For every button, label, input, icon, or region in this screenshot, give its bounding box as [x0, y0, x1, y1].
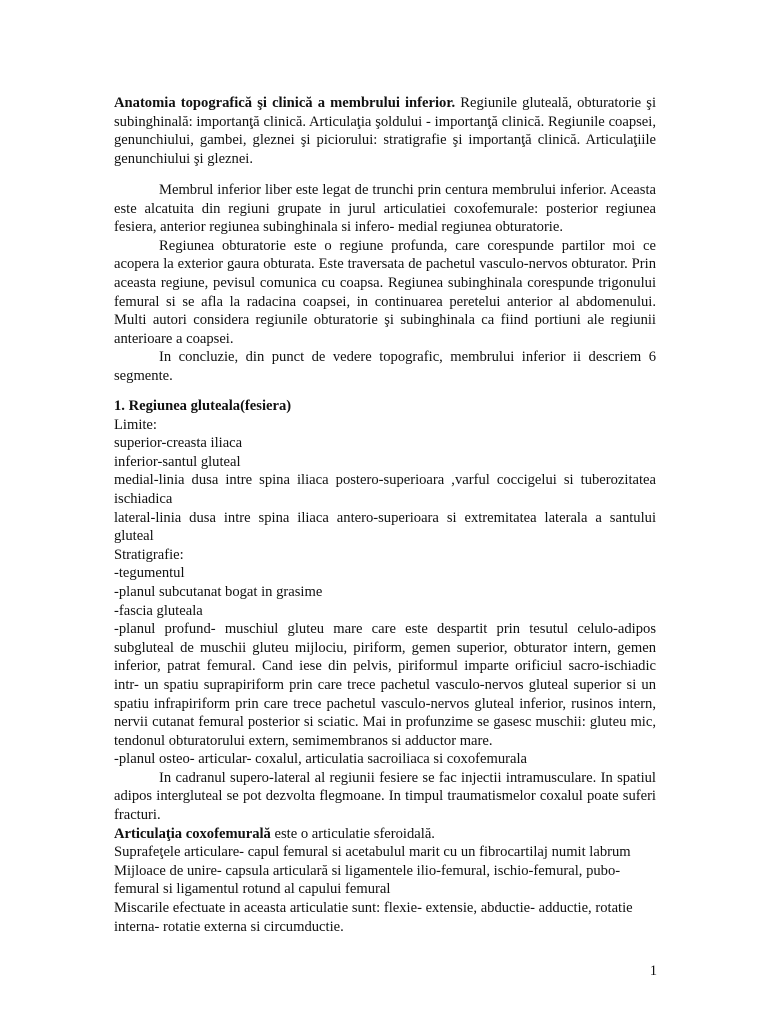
- strat-osteo-articular: -planul osteo- articular- coxalul, articulatia sacroiliaca si coxofemurala: [114, 751, 528, 768]
- joint-surfaces: Suprafeţele articulare- capul femural si acetabulul marit cu un fibrocartilaj numit labrum: [114, 844, 631, 861]
- joint-title-rest: este o articulatie sferoidală.: [270, 825, 435, 842]
- clinical-paragraph: In cadranul supero-lateral al regiunii fesiere se fac injectii intramusculare. In spatiul adipos intergluteal se pot dezvolta flegmoane. In timpul traumatismelor coxalul poate suferi fracturi.: [114, 769, 656, 824]
- intro-paragraph-3: In concluzie, din punct de vedere topografic, membrului inferior ii descriem 6 segmente.: [114, 349, 656, 384]
- joint-title: Articulaţia coxofemurală: [114, 825, 271, 842]
- limit-inferior: inferior-santul gluteal: [114, 453, 241, 470]
- intro-paragraph-1: Membrul inferior liber este legat de trunchi prin centura membrului inferior. Aceasta este alcatuita din regiuni grupate in jurul articulatiei coxofemurale: posterior regiunea fesiera, anterior regiunea subinghinala si infero- medial regiunea obturatorie.: [114, 182, 656, 236]
- strat-fascia: -fascia gluteala: [114, 602, 203, 619]
- intro-section: [114, 181, 656, 386]
- limit-medial: medial-linia dusa intre spina iliaca postero-superioara ,varful coccigelui si tuberozitatea ischiadica: [114, 472, 656, 507]
- joint-movements-1: Miscarile efectuate in aceasta articulatie sunt: flexie- extensie, abductie- adductie, rotatie: [114, 900, 633, 917]
- intro-paragraph-2: Regiunea obturatorie este o regiune profunda, care corespunde partilor moi ce acopera la exterior gaura obturata. Este traversata de pachetul vasculo-nervos obturator. Prin aceasta regiune, pevisul comunica cu coapsa. Regiunea subinghinala corespunde trigonului femural si se afla la radacina coapsei, in continuarea peretelui anterior al abdomenului. Multi autori considera regiunile obturatorie şi subinghinala ca fiind portiuni ale regiunii anterioare a coapsei.: [114, 237, 656, 347]
- document-title: Anatomia topografică şi clinică a membrului inferior.: [114, 95, 456, 111]
- heading-topics: Regiunile gluteală, obturatorie şi subinghinală: importanţă clinică. Articulaţia şoldului - importanţă clinică. Regiunile coapsei, genunchiului, gambei, gleznei şi piciorului: stratigrafie şi importanţă clinică. Articulaţiile genunchiului şi gleznei.: [114, 95, 657, 167]
- stratigraphy-label: Stratigrafie:: [114, 546, 184, 563]
- limit-superior: superior-creasta iliaca: [114, 435, 243, 452]
- heading-paragraph: [114, 94, 656, 168]
- section-title: 1. Regiunea gluteala(fesiera): [114, 398, 292, 414]
- joint-movements-2: interna- rotatie externa si circumductie.: [114, 918, 344, 935]
- joint-heading-line: [114, 825, 656, 844]
- joint-union-2: femural si ligamentul rotund al capului femural: [114, 881, 391, 898]
- strat-subcutaneous: -planul subcutanat bogat in grasime: [114, 583, 323, 600]
- section-gluteal: [114, 397, 656, 936]
- joint-union-1: Mijloace de unire- capsula articulară si ligamentele ilio-femural, ischio-femural, pubo-: [114, 862, 621, 879]
- limit-lateral: lateral-linia dusa intre spina iliaca antero-superioara si extremitatea laterala a santului gluteal: [114, 509, 656, 545]
- strat-deep-plane: -planul profund- muschiul gluteu mare care este despartit prin tesutul celulo-adipos subgluteal de muschii gluteu mijlociu, piriform, gemen superior, obturator intern, gemen inferior, patrat femural. Cand iese din pelvis, piriformul imparte orificiul sacro-ischiadic intr- un spatiu suprapiriform prin care trece pachetul vasculo-nervos gluteal superior si un spatiu infrapiriform prin care trece pachetul vasculo-nervos gluteal inferior, rusinos intern, nervii cutanat femural posterior si sciatic. Mai in profunzime se gasesc muschii: gluteu mic, tendonul obturatorului extern, semimembranos si adductor mare.: [114, 621, 656, 749]
- page-number: 1: [649, 963, 657, 979]
- strat-tegument: -tegumentul: [114, 565, 185, 582]
- limits-label: Limite:: [114, 416, 157, 433]
